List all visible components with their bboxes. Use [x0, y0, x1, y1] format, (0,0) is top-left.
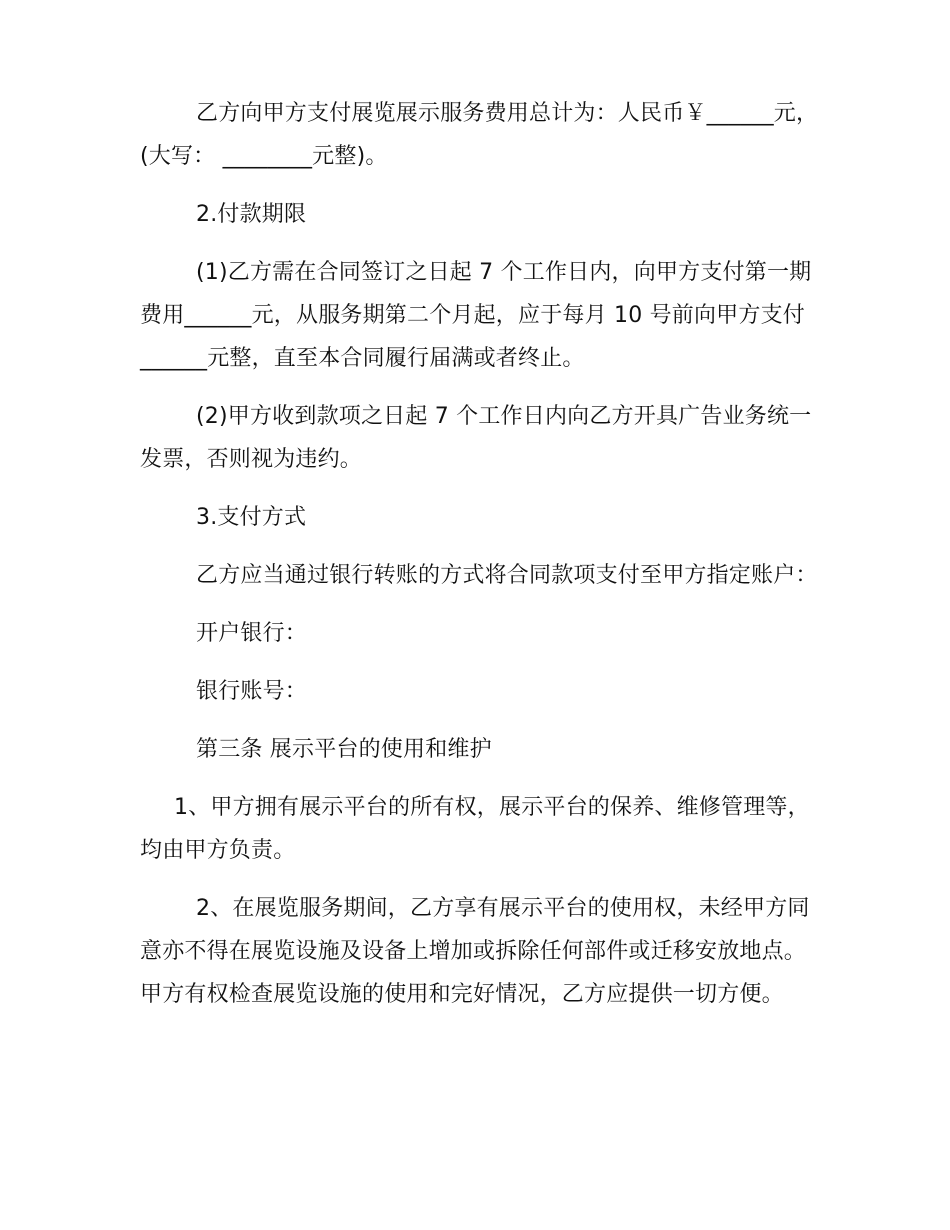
payment-deadline-item-2-line-2: 发票，否则视为违约。 — [140, 447, 363, 472]
payment-deadline-item-1-line-1: (1)乙方需在合同签订之日起 7 个工作日内，向甲方支付第一期 — [196, 260, 812, 285]
payment-deadline-item-1-line-2: 费用______元，从服务期第二个月起，应于每月 10 号前向甲方支付 — [140, 303, 805, 328]
article-three-heading — [140, 728, 810, 771]
platform-ownership-paragraph — [140, 786, 810, 872]
payment-total-paragraph — [140, 92, 819, 178]
payment-deadline-item-1-line-3: ______元整，直至本合同履行届满或者终止。 — [140, 346, 585, 371]
payment-method-heading — [140, 496, 810, 539]
bank-account-text: 银行账号： — [196, 679, 308, 704]
platform-ownership-line-1: 1、甲方拥有展示平台的所有权，展示平台的保养、维修管理等， — [174, 795, 810, 820]
bank-account-line — [140, 670, 810, 713]
payment-deadline-item-1 — [140, 251, 810, 380]
payment-deadline-heading — [140, 193, 810, 236]
platform-usage-line-2: 意亦不得在展览设施及设备上增加或拆除任何部件或迁移安放地点。 — [140, 939, 807, 964]
article-three-heading-text: 第三条 展示平台的使用和维护 — [196, 737, 492, 762]
platform-ownership-line-2: 均由甲方负责。 — [140, 838, 296, 863]
payment-method-paragraph — [140, 554, 818, 597]
payment-method-text: 乙方应当通过银行转账的方式将合同款项支付至甲方指定账户： — [196, 563, 818, 588]
bank-name-line — [140, 612, 810, 655]
payment-deadline-item-2 — [140, 395, 810, 481]
payment-method-heading-text: 3.支付方式 — [196, 505, 307, 530]
platform-usage-line-1: 2、在展览服务期间，乙方享有展示平台的使用权，未经甲方同 — [196, 896, 810, 921]
platform-usage-paragraph — [140, 887, 810, 1016]
document-content — [140, 92, 819, 1031]
payment-deadline-heading-text: 2.付款期限 — [196, 202, 307, 227]
payment-total-line-1: 乙方向甲方支付展览展示服务费用总计为：人民币￥______元， — [196, 101, 819, 126]
bank-name-text: 开户银行： — [196, 621, 308, 646]
platform-usage-line-3: 甲方有权检查展览设施的使用和完好情况，乙方应提供一切方便。 — [140, 982, 784, 1007]
payment-deadline-item-2-line-1: (2)甲方收到款项之日起 7 个工作日内向乙方开具广告业务统一 — [196, 404, 812, 429]
payment-total-line-2: (大写： ________元整)。 — [140, 144, 388, 169]
